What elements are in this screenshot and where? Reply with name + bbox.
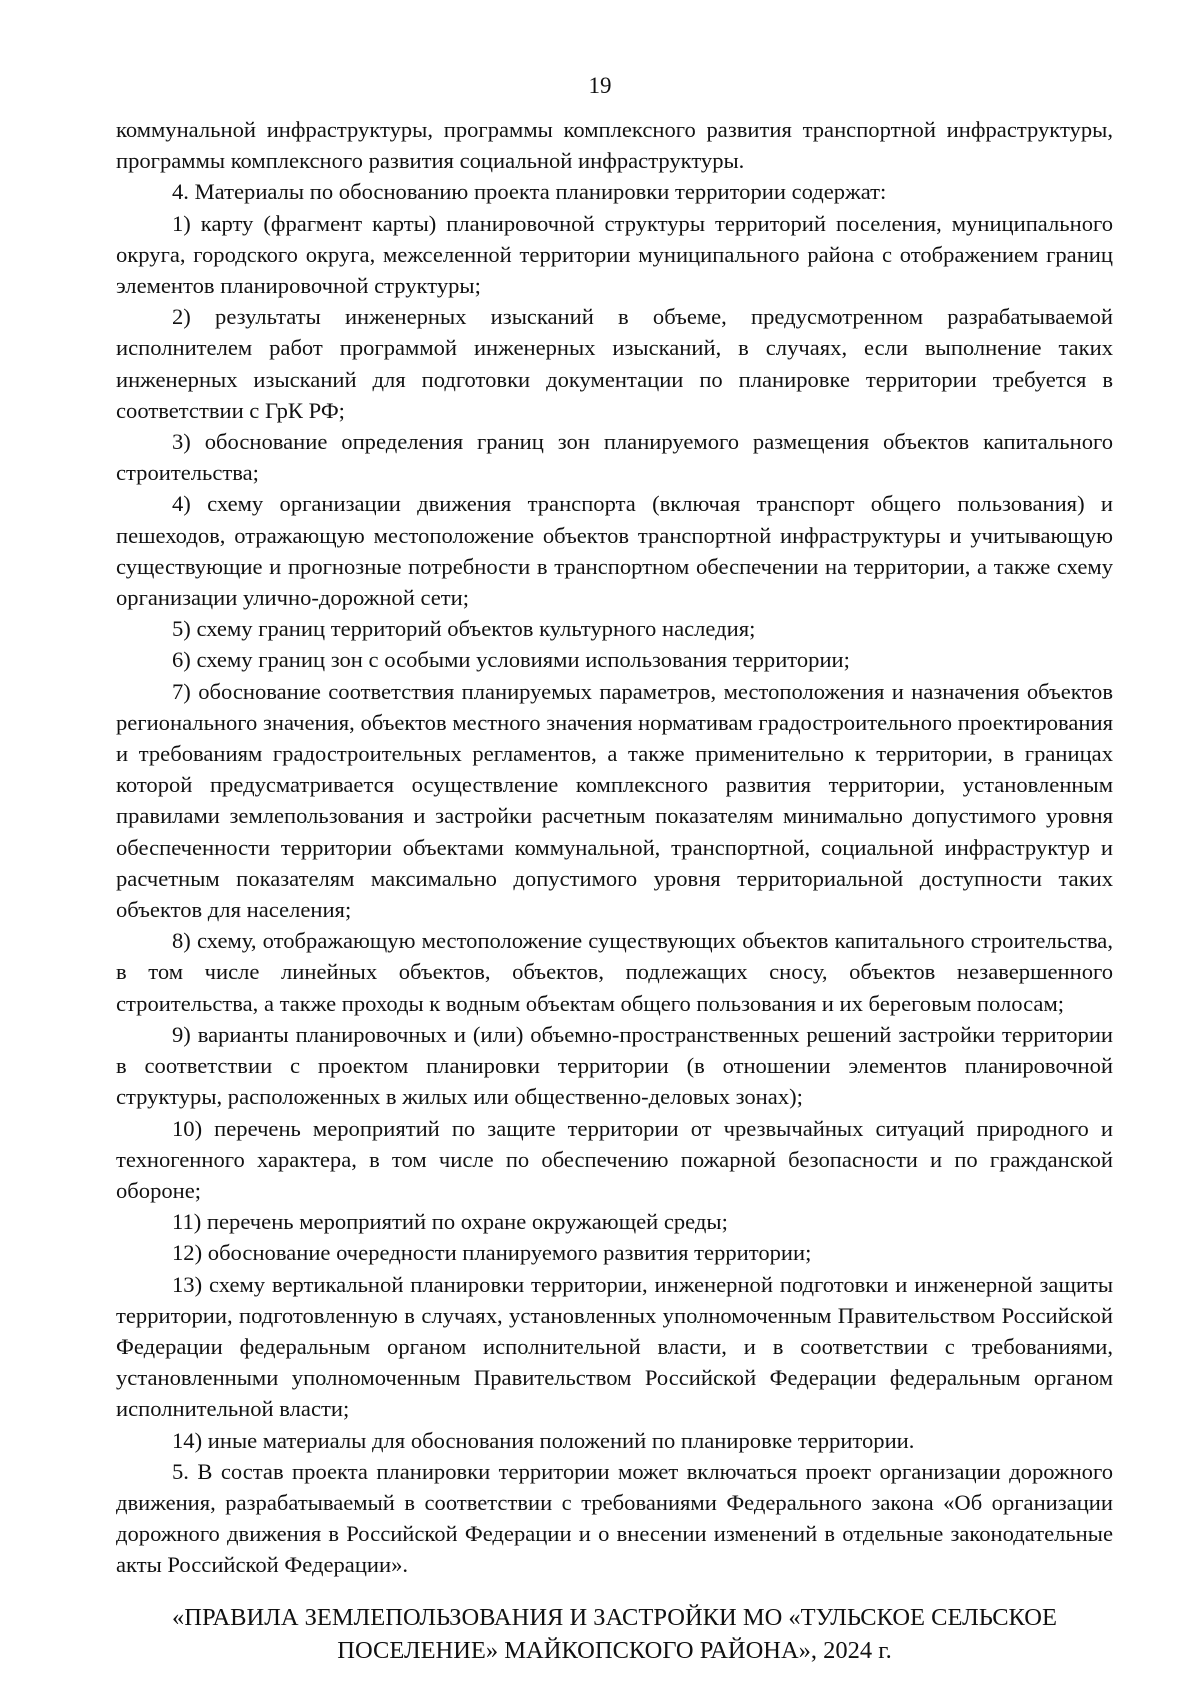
list-item-8: 8) схему, отображающую местоположение существующих объектов капитального строительства, в том числе линейных объектов, объектов, подлежащих сносу, объектов незавершенного строительства, а также проходы к водным объектам общего пользования и их береговым полосам; bbox=[116, 928, 1113, 1016]
list-item-6: 6) схему границ зон с особыми условиями использования территории; bbox=[172, 647, 850, 673]
list-item-11: 11) перечень мероприятий по охране окружающей среды; bbox=[172, 1209, 728, 1235]
list-item-7: 7) обоснование соответствия планируемых параметров, местоположения и назначения объектов регионального значения, объектов местного значения нормативам градостроительного проектирования и требованиям градостроительных регламентов, а также применительно к территории, в границах которой предусматривается осуществление комплексного развития территории, установленным правилами землепользования и застройки расчетным показателям минимально допустимого уровня обеспеченности территории объектами коммунальной, транспортной, социальной инфраструктур и расчетным показателям максимально допустимого уровня территориальной доступности таких объектов для населения; bbox=[116, 678, 1113, 923]
document-footer bbox=[116, 1601, 1113, 1667]
page-number: 19 bbox=[588, 73, 612, 98]
footer-line-1: «ПРАВИЛА ЗЕМЛЕПОЛЬЗОВАНИЯ И ЗАСТРОЙКИ МО «ТУЛЬСКОЕ СЕЛЬСКОЕ bbox=[172, 1604, 1057, 1631]
list-item-12: 12) обоснование очередности планируемого развития территории; bbox=[172, 1240, 812, 1266]
footer-line-2: ПОСЕЛЕНИЕ» МАЙКОПСКОГО РАЙОНА», 2024 г. bbox=[337, 1637, 892, 1664]
paragraph-continuation: коммунальной инфраструктуры, программы комплексного развития транспортной инфраструктуры, программы комплексного развития социальной инфраструктуры. bbox=[116, 117, 1113, 174]
list-item-1: 1) карту (фрагмент карты) планировочной структуры территорий поселения, муниципального округа, городского округа, межселенной территории муниципального района с отображением границ элементов планировочной структуры; bbox=[116, 210, 1113, 299]
list-item-2: 2) результаты инженерных изысканий в объеме, предусмотренном разрабатываемой исполнителем работ программой инженерных изысканий, в случаях, если выполнение таких инженерных изысканий для подготовки документации по планировке территории требуется в соответствии с ГрК РФ; bbox=[116, 304, 1113, 423]
list-item-3: 3) обоснование определения границ зон планируемого размещения объектов капитального строительства; bbox=[116, 429, 1113, 486]
document-body bbox=[116, 114, 1113, 1581]
list-item-9: 9) варианты планировочных и (или) объемно-пространственных решений застройки территории в соответствии с проектом планировки территории (в отношении элементов планировочной структуры, расположенных в жилых или общественно-деловых зонах); bbox=[116, 1021, 1113, 1110]
paragraph-item-5: 5. В состав проекта планировки территории может включаться проект организации дорожного движения, разрабатываемый в соответствии с требованиями Федерального закона «Об организации дорожного движения в Российской Федерации и о внесении изменений в отдельные законодательные акты Российской Федерации». bbox=[116, 1458, 1113, 1578]
list-item-5: 5) схему границ территорий объектов культурного наследия; bbox=[172, 616, 756, 642]
list-item-14: 14) иные материалы для обоснования положений по планировке территории. bbox=[172, 1427, 915, 1453]
paragraph-item-4: 4. Материалы по обоснованию проекта планировки территории содержат: bbox=[172, 179, 887, 205]
list-item-13: 13) схему вертикальной планировки территории, инженерной подготовки и инженерной защиты территории, подготовленную в случаях, установленных уполномоченным Правительством Российской Федерации федеральным органом исполнительной власти, и в соответствии с требованиями, установленными уполномоченным Правительством Российской Федерации федеральным органом исполнительной власти; bbox=[116, 1271, 1113, 1422]
list-item-10: 10) перечень мероприятий по защите территории от чрезвычайных ситуаций природного и техногенного характера, в том числе по обеспечению пожарной безопасности и по гражданской обороне; bbox=[116, 1115, 1113, 1203]
list-item-4: 4) схему организации движения транспорта (включая транспорт общего пользования) и пешеходов, отражающую местоположение объектов транспортной инфраструктуры и учитывающую существующие и прогнозные потребности в транспортном обеспечении на территории, а также схему организации улично-дорожной сети; bbox=[116, 491, 1113, 611]
